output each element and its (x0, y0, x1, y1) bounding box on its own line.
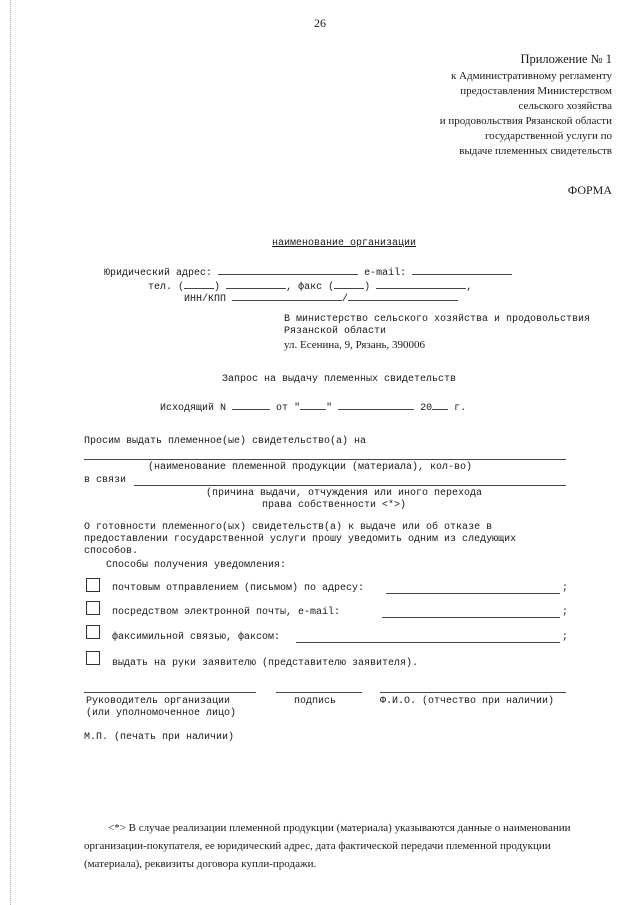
reason-field[interactable] (134, 485, 566, 486)
date-month-field[interactable] (338, 399, 414, 410)
reason-label: в связи (84, 475, 127, 486)
request-text: Просим выдать племенное(ые) свидетельство(а) на (84, 436, 367, 447)
comma: , (466, 282, 473, 293)
quote: " (326, 403, 333, 414)
appendix-line: предоставления Министерством (460, 85, 612, 97)
phone-number-field[interactable] (226, 278, 286, 289)
date-day-field[interactable] (300, 399, 326, 410)
recipient-line: Рязанской области (284, 326, 387, 337)
product-field[interactable] (84, 459, 566, 460)
option-end: ; (562, 607, 569, 618)
sign-label: подпись (294, 696, 337, 707)
outgoing-label: Исходящий N (160, 403, 227, 414)
option-label: почтовым отправлением (письмом) по адресу: (112, 583, 365, 594)
page-number: 26 (314, 16, 326, 30)
org-email-field[interactable] (412, 264, 512, 275)
head-label: Руководитель организации (86, 696, 231, 707)
fax-code-field[interactable] (334, 278, 364, 289)
org-legal-address-row (104, 264, 512, 279)
appendix-line: выдаче племенных свидетельств (459, 145, 612, 157)
email-label: e-mail: (364, 268, 407, 279)
inn-field[interactable] (232, 290, 342, 301)
paren-open: ( (328, 282, 335, 293)
inn-label: ИНН/КПП (184, 294, 227, 305)
kpp-field[interactable] (348, 290, 458, 301)
outgoing-row (160, 399, 466, 414)
appendix-line: государственной услуги по (484, 130, 612, 142)
year-prefix: 20 (420, 403, 433, 414)
recipient-address: ул. Есенина, 9, Рязань, 390006 (284, 339, 426, 351)
notify-text: О готовности племенного(ых) свидетельств(а) к выдаче или об отказе в (84, 522, 493, 533)
option-end: ; (562, 583, 569, 594)
phone-code-field[interactable] (184, 278, 214, 289)
legal-address-field[interactable] (218, 264, 358, 275)
appendix-title: Приложение № 1 (520, 52, 612, 66)
date-year-field[interactable] (432, 399, 448, 410)
outgoing-number-field[interactable] (232, 399, 270, 410)
option-label: выдать на руки заявителю (представителю заявителя). (112, 658, 419, 669)
head-label: (или уполномоченное лицо) (86, 708, 237, 719)
org-name-heading: наименование организации (272, 238, 417, 249)
form-label: ФОРМА (567, 183, 612, 197)
in-person-checkbox[interactable] (86, 651, 100, 665)
from-label: от (276, 403, 289, 414)
notify-text: способов. (84, 546, 139, 557)
phone-label: тел. (148, 282, 173, 293)
reason-hint: права собственности <*>) (262, 500, 407, 511)
fax-checkbox[interactable] (86, 625, 100, 639)
reason-hint: (причина выдачи, отчуждения или иного перехода (206, 488, 483, 499)
paren-close: ) (364, 282, 371, 293)
scan-edge (0, 0, 11, 905)
paren-close: ) (214, 282, 221, 293)
option-label: факсимильной связью, факсом: (112, 632, 281, 643)
fio-label: Ф.И.О. (отчество при наличии) (380, 696, 555, 707)
fio-line[interactable] (380, 692, 566, 693)
stamp-label: М.П. (печать при наличии) (84, 732, 235, 743)
sign-line[interactable] (276, 692, 362, 693)
org-inn-row (184, 290, 458, 305)
appendix-line: и продовольствия Рязанской области (439, 115, 612, 127)
mail-address-field[interactable] (386, 593, 560, 594)
appendix-line: к Административному регламенту (450, 70, 612, 82)
notify-text: предоставлении государственной услуги прошу уведомить одним из следующих (84, 534, 517, 545)
quote: " (294, 403, 301, 414)
notify-email-field[interactable] (382, 617, 560, 618)
appendix-header (312, 52, 612, 159)
option-end: ; (562, 632, 569, 643)
mail-checkbox[interactable] (86, 578, 100, 592)
request-title: Запрос на выдачу племенных свидетельств (222, 374, 457, 385)
paren-open: ( (178, 282, 185, 293)
notify-fax-field[interactable] (296, 642, 560, 643)
slash: / (342, 294, 349, 305)
fax-label: факс (298, 282, 323, 293)
footnote-line: организации-покупателя, ее юридический адрес, дата фактической передачи племенной продукции (84, 840, 551, 852)
recipient-line: В министерство сельского хозяйства и продовольствия (284, 314, 591, 325)
methods-label: Способы получения уведомления: (106, 560, 287, 571)
option-label: посредством электронной почты, e-mail: (112, 607, 341, 618)
appendix-line: сельского хозяйства (518, 100, 612, 112)
head-signature-line[interactable] (84, 692, 256, 693)
footnote-line: <*> В случае реализации племенной продукции (материала) указываются данные о наименовании (108, 822, 571, 834)
year-suffix: г. (454, 403, 467, 414)
email-checkbox[interactable] (86, 601, 100, 615)
footnote-line: (материала), реквизиты договора купли-продажи. (84, 858, 317, 870)
legal-address-label: Юридический адрес: (104, 268, 213, 279)
comma: , (286, 282, 293, 293)
fax-number-field[interactable] (376, 278, 466, 289)
product-hint: (наименование племенной продукции (материала), кол-во) (148, 462, 473, 473)
